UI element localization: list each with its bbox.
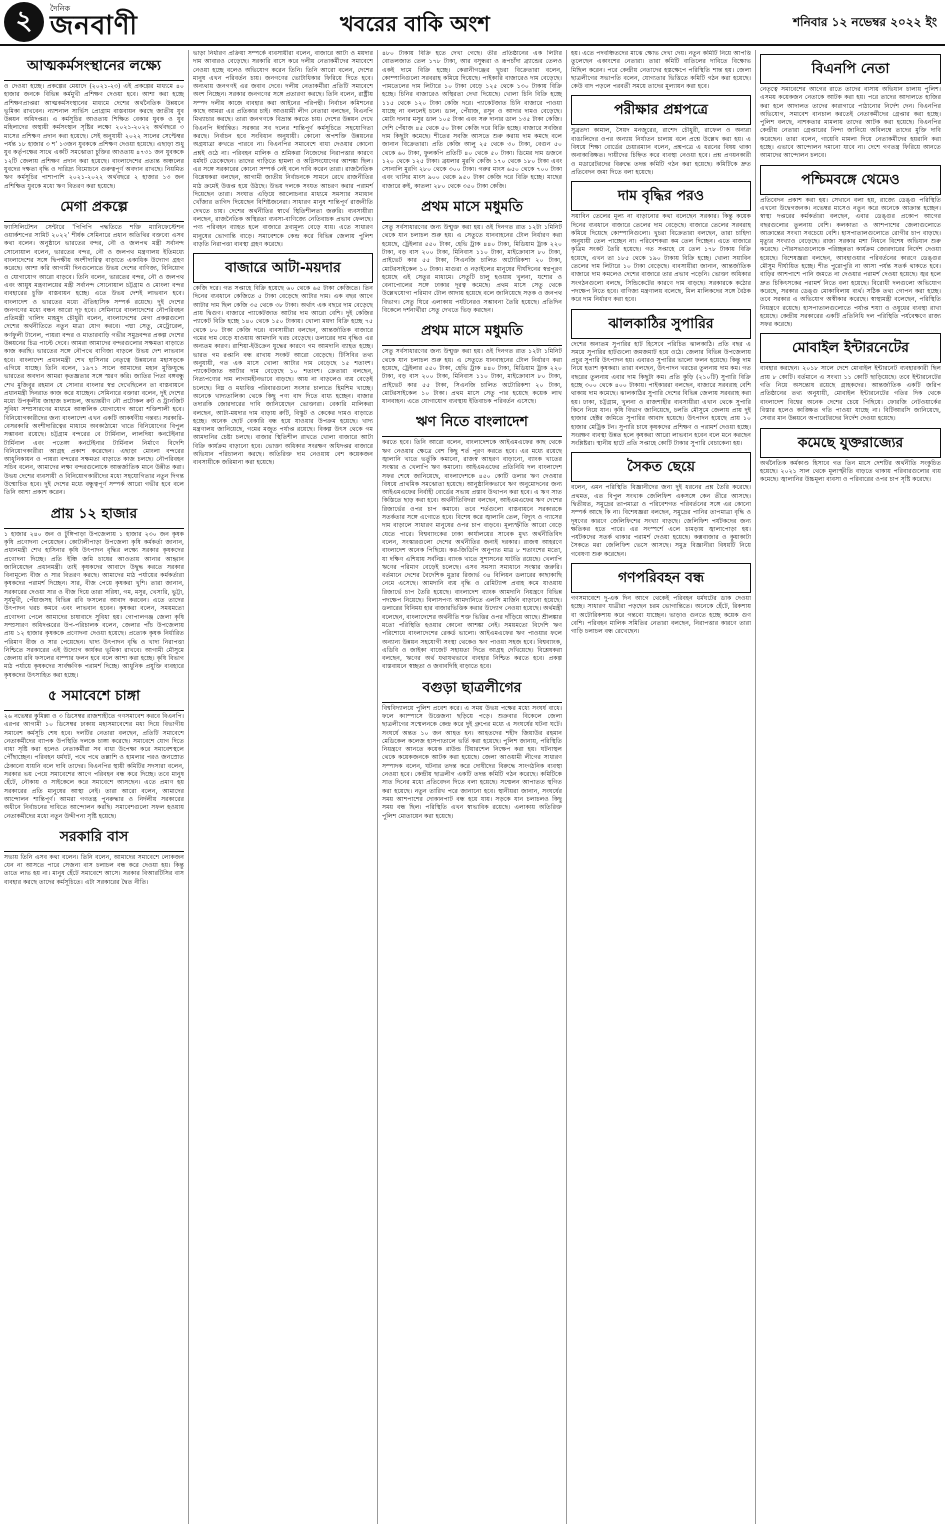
story-headline: বগুড়া ছাত্রলীগের bbox=[382, 676, 562, 703]
story-exam-question bbox=[571, 95, 751, 177]
story-jhalokathi-betel bbox=[571, 309, 751, 449]
story-flour-market bbox=[193, 253, 373, 468]
column-2 bbox=[189, 50, 378, 1524]
story-continued bbox=[193, 50, 373, 249]
story-headline: প্রায় ১২ হাজার bbox=[4, 502, 184, 529]
story-body: নেতৃত্বে সমাবেশের আগের রাতে তাদের বাসায় অভিযান চালায় পুলিশ। এসময় কয়েকজন নেতাকে আটক করা হয়। পরে তাদের আদালতে হাজির করা হলে আদালত তাদের কারাগারে পাঠানোর নির্দেশ দেন। বিএনপির অভিযোগ, সমাবেশ বানচাল করতেই নেতাকর্মীদের গ্রেপ্তার করা হচ্ছে। পুলিশ বলছে, নাশকতার মামলায় তাদের আটক করা হয়েছে। বিএনপির কেন্দ্রীয় নেতারা গ্রেপ্তারের নিন্দা জানিয়ে অবিলম্বে তাদের মুক্তি দাবি করেছেন। তারা বলেন, গায়েবি মামলা দিয়ে নেতাকর্মীদের হয়রানি করা হচ্ছে। এভাবে আন্দোলন দমানো যাবে না। দেশে গণতন্ত্র ফিরিয়ে আনতে আমাদের আন্দোলন চলবে। bbox=[760, 86, 941, 160]
story-headline: মেগা প্রকল্পে bbox=[4, 195, 184, 222]
story-body: হয়। এতে পদবঞ্চিতদের মাঝে ক্ষোভ দেখা দেয়। নতুন কমিটি নিয়ে আপত্তি তুলেছেন একাংশের নেতারা। তারা কমিটি বাতিলের দাবিতে বিক্ষোভ মিছিল করেন। পরে কেন্দ্রীয় নেতাদের হস্তক্ষেপে পরিস্থিতি শান্ত হয়। জেলা ছাত্রলীগের সভাপতি বলেন, যোগ্যতার ভিত্তিতে কমিটি গঠন করা হয়েছে। কেউ বাদ পড়লে পরবর্তী সময়ে তাদের মূল্যায়ন করা হবে। bbox=[571, 50, 751, 91]
story-body: ও দেওয়া হচ্ছে। প্রকল্পের মেয়াদে (২০২১-২৩) এই প্রকল্পের মাধ্যমে ৪০ হাজার জনকে বিভিন্ন কর্মমুখী প্রশিক্ষণ দেওয়া হবে। আশা করা হচ্ছে প্রশিক্ষণপ্রাপ্তরা আত্মকর্মসংস্থানের মাধ্যমে দেশের অর্থনৈতিক উন্নয়নে ভূমিকা রাখবেন। ন্যাশনাল সার্ভিস প্রোগ্রাম বাস্তবায়ন করছে জাতীয় যুব উন্নয়ন অধিদপ্তর। এ কর্মসূচির আওতায় শিক্ষিত বেকার যুবক ও যুব মহিলাদের অস্থায়ী কর্মসংস্থান সৃষ্টির লক্ষ্যে ২০২১-২০২২ অর্থবছরে ৩ মাসের প্রশিক্ষণ প্রদান করা হয়েছে। সেই অনুযায়ী ২০২২ সালের সেপ্টেম্বর পর্যন্ত ১৮ হাজার ৩ শ' ১৩জন যুবককে প্রশিক্ষণ দেওয়া হয়েছে। এছাড়া শুধু যুব কর্তৃপক্ষের সাথে একটি সমঝোতা চুক্তির আওতায় ৪৭৩১ জন যুবককে ১২টি জেলায় প্রশিক্ষণ প্রদান করা হয়েছে। বাংলাদেশের প্রত্যন্ত অঞ্চলের যুবদের দক্ষতা বৃদ্ধি ও দারিদ্র্য বিমোচনে গুরুত্বপূর্ণ অবদান রাখছে। নিয়মিত ঋণ কর্মসূচির পাশাপাশি ২০২১-২০২২ অর্থবছরে ২ হাজার ১৩ জন প্রশিক্ষিত যুবকে মধ্যে ঋণ বিতরণ করা হয়েছে। bbox=[4, 83, 184, 190]
story-headline: ঋণ নিতে বাংলাদেশ bbox=[382, 410, 562, 437]
story-bnp-leader bbox=[760, 54, 941, 161]
dateline: শনিবার ১২ নভেম্বর ২০২২ ইং bbox=[793, 15, 937, 29]
story-beach-jellyfish bbox=[571, 452, 751, 559]
story-headline: গণপরিবহন বন্ধ bbox=[571, 563, 751, 593]
story-headline: পরীক্ষার প্রশ্নপত্রে bbox=[571, 95, 751, 125]
story-5-rallies bbox=[4, 684, 184, 821]
story-body: ২৬ নভেম্বর কুমিল্লা ও ৩ ডিসেম্বর রাজশাহীতে গণসমাবেশ করবে বিএনপি। এরপর আগামী ১০ ডিসেম্বর ঢাকায় মহাসমাবেশের মধ্য দিয়ে বিভাগীয় সমাবেশ কর্মসূচি শেষ হবে। দলটির নেতারা বলছেন, প্রতিটি সমাবেশে নেতাকর্মীদের ব্যাপক উপস্থিতি দলকে চাঙ্গা করেছে। সমাবেশে যোগ দিতে বাধা সৃষ্টি করা হলেও নেতাকর্মীরা সব বাধা উপেক্ষা করে সমাবেশস্থলে পৌঁছাচ্ছেন। পরিবহন ধর্মঘট, পথে পথে তল্লাশি ও হামলার পরও জনস্রোত ঠেকানো যায়নি বলে দাবি তাদের। বিএনপির স্থায়ী কমিটির সদস্যরা বলেন, সরকার ভয় পেয়ে সমাবেশের আগে পরিবহন বন্ধ করে দিচ্ছে। তবে মানুষ হেঁটে, নৌকায় ও সাইকেলে করে সমাবেশে আসছেন। এতে প্রমাণ হয় সরকারের প্রতি মানুষের আস্থা নেই। তারা আরো বলেন, আমাদের আন্দোলন শান্তিপূর্ণ। আমরা গণতন্ত্র পুনরুদ্ধার ও নির্দলীয় সরকারের অধীনে নির্বাচনের দাবিতে আন্দোলন করছি। সমাবেশগুলো সফল হওয়ায় নেতাকর্মীদের মধ্যে নতুন উদ্দীপনা সৃষ্টি হয়েছে। bbox=[4, 713, 184, 820]
story-west-bengal bbox=[760, 165, 941, 330]
story-body: বিশ্ববিদ্যালয়ে পুলিশ প্রবেশ করে। এ সময় উভয় পক্ষের মধ্যে সংঘর্ষ বাধে। ফলে ক্যাম্পাসে উত্তেজনা ছড়িয়ে পড়ে। শুক্রবার বিকেলে জেলা ছাত্রলীগের সম্মেলনকে কেন্দ্র করে দুই গ্রুপের মধ্যে এ সংঘর্ষের ঘটনা ঘটে। সংঘর্ষে অন্তত ১০ জন আহত হন। আহতদের শহীদ জিয়াউর রহমান মেডিকেল কলেজ হাসপাতালে ভর্তি করা হয়েছে। পুলিশ জানায়, পরিস্থিতি নিয়ন্ত্রণে আনতে কয়েক রাউন্ড টিয়ারশেল নিক্ষেপ করা হয়। ঘটনাস্থল থেকে কয়েকজনকে আটক করা হয়েছে। জেলা আওয়ামী লীগের সাধারণ সম্পাদক বলেন, ঘটনার তদন্ত করে দোষীদের বিরুদ্ধে সাংগঠনিক ব্যবস্থা নেওয়া হবে। কেন্দ্রীয় ছাত্রলীগ একটি তদন্ত কমিটি গঠন করেছে। কমিটিকে সাত দিনের মধ্যে প্রতিবেদন দিতে বলা হয়েছে। সম্মেলন আপাতত স্থগিত করা হয়েছে। নতুন তারিখ পরে জানানো হবে। স্থানীয়রা জানান, সংঘর্ষের সময় আশপাশের দোকানপাট বন্ধ হয়ে যায়। সড়কে যান চলাচলও কিছু সময় বন্ধ ছিল। পরিস্থিতি এখন স্বাভাবিক রয়েছে। এলাকায় অতিরিক্ত পুলিশ মোতায়েন করা হয়েছে। bbox=[382, 704, 562, 820]
story-body: সভায় তিনি এসব কথা বলেন। তিনি বলেন, আমাদের সমাবেশে লোকজন যেন না আসতে পারে সেজন্য বাস চলাচল বন্ধ করে দেওয়া হয়। কিন্তু তাতে লাভ হয় না। মানুষ হেঁটে সমাবেশে আসে। সরকার বিআরটিসির বাস ব্যবহার করছে তাদের কর্মসূচিতে। এটা সরকারের দ্বৈত নীতি। bbox=[4, 853, 184, 886]
story-headline: সৈকত ছেয়ে bbox=[571, 452, 751, 482]
story-mega-project bbox=[4, 195, 184, 498]
column-5 bbox=[756, 50, 945, 1524]
story-body: বলেন, এমন পরিস্থিতি বিজ্ঞানীদের জন্য দুই ধরনের প্রশ্ন তৈরি করেছে। প্রথমত, এত বিপুল সংখ্যক জেলিফিশ একসঙ্গে কেন তীরে আসছে। দ্বিতীয়ত, সমুদ্রের তাপমাত্রা ও পরিবেশগত পরিবর্তনের সঙ্গে এর কোনো সম্পর্ক আছে কি না। বিশেষজ্ঞরা বলছেন, সমুদ্রের পানির তাপমাত্রা বৃদ্ধি ও দূষণের কারণে জেলিফিশের সংখ্যা বাড়ছে। জেলিফিশ পর্যটকদের জন্য ক্ষতিকর হতে পারে। এর সংস্পর্শে এলে চামড়ায় জ্বালাপোড়া হয়। পর্যটকদের সতর্ক থাকার পরামর্শ দেওয়া হয়েছে। কক্সবাজার ও কুয়াকাটা সৈকতে মরা জেলিফিশ ভেসে আসছে। সমুদ্র বিজ্ঞানীরা বিষয়টি নিয়ে গবেষণা শুরু করেছেন। bbox=[571, 484, 751, 558]
story-body: ৪৮০ টাকায় বিক্রি হতে দেখা গেছে। তীর প্রতিষ্ঠানের এক লিটার বোতলজাত তেল ১৭৮ টাকা, আর বসুন্ধরা ও রূপচাঁদা ব্র্যান্ডের তেলও একই দামে বিক্রি হচ্ছে। কেরানীগঞ্জের খুচরা বিক্রেতারা বলেন, কোম্পানিগুলো সরবরাহ কমিয়ে দিয়েছে। পাইকারি বাজারেও দাম বেড়েছে। পামতেলের দাম লিটারে ১০ টাকা বেড়ে ১২৫ থেকে ১৩০ টাকায় বিক্রি হচ্ছে। চিনির বাজারেও অস্থিরতা দেখা দিয়েছে। খোলা চিনি বিক্রি হচ্ছে ১১৫ থেকে ১২০ টাকা কেজি দরে। প্যাকেটজাত চিনি বাজারে পাওয়া যাচ্ছে না বললেই চলে। ডাল, পেঁয়াজ, রসুন ও আদার দামও বেড়েছে। মোটা দানার মসুর ডাল ১০৫ টাকা এবং সরু দানার ডাল ১৩৫ টাকা কেজি। দেশি পেঁয়াজ ৪৫ থেকে ৫০ টাকা কেজি দরে বিক্রি হচ্ছে। বাজারে সবজির দাম কিছুটা কমেছে। শীতের সবজি আসতে শুরু করায় দাম কমছে বলে জানান বিক্রেতারা। প্রতি কেজি আলু ২৫ থেকে ৩০ টাকা, বেগুন ৫০ থেকে ৬০ টাকা, ফুলকপি প্রতিটি ৪০ থেকে ৫০ টাকা। ডিমের দাম ডজনে ১২০ থেকে ১২৫ টাকা। ব্রয়লার মুরগি কেজি ১৭০ থেকে ১৮০ টাকা এবং সোনালি মুরগি ২৮০ থেকে ৩০০ টাকা। গরুর মাংস ৬৫০ থেকে ৭০০ টাকা এবং খাসির মাংস ৯০০ থেকে ৯৫০ টাকা কেজি দরে বিক্রি হচ্ছে। মাছের বাজারে রুই, কাতলা ২৮০ থেকে ৩৫০ টাকা কেজি। bbox=[382, 50, 562, 190]
page-number: ২ bbox=[4, 2, 44, 42]
story-govt-bus bbox=[4, 825, 184, 887]
story-headline: ৫ সমাবেশে চাঙ্গা bbox=[4, 684, 184, 711]
story-body: দেশের অন্যতম সুপারির হাট হিসেবে পরিচিত ঝালকাঠি। প্রতি বছর এ সময়ে সুপারির হাটগুলো জমজমাট হয়ে ওঠে। জেলার বিভিন্ন উপজেলায় প্রচুর সুপারি উৎপাদন হয়। এবারও সুপারির ভালো ফলন হয়েছে। কিন্তু দাম নিয়ে হতাশ কৃষকরা। তারা বলছেন, উৎপাদন খরচের তুলনায় দাম কম। গত বছরের তুলনায় এবার দাম কিছুটা কম। প্রতি কুড়ি (২১০টি) সুপারি বিক্রি হচ্ছে ৩০০ থেকে ৪০০ টাকায়। পাইকাররা বলছেন, বাজারে সরবরাহ বেশি থাকায় দাম কমেছে। ঝালকাঠির সুপারি দেশের বিভিন্ন জেলায় সরবরাহ করা হয়। ঢাকা, চট্টগ্রাম, খুলনা ও রাজশাহীর ব্যবসায়ীরা এখান থেকে সুপারি কিনে নিয়ে যান। কৃষি বিভাগ জানিয়েছে, চলতি মৌসুমে জেলায় প্রায় দুই হাজার হেক্টর জমিতে সুপারির আবাদ হয়েছে। উৎপাদন হয়েছে প্রায় ১০ হাজার মেট্রিক টন। সুপারি চাষে কৃষকদের প্রশিক্ষণ ও পরামর্শ দেওয়া হচ্ছে। সংরক্ষণ ব্যবস্থা উন্নত হলে কৃষকরা আরো লাভবান হবেন বলে মনে করছেন সংশ্লিষ্টরা। স্থানীয় হাটে প্রতি সপ্তাহে কোটি টাকার সুপারি বেচাকেনা হয়। bbox=[571, 340, 751, 448]
story-continued-2 bbox=[571, 50, 751, 91]
story-body: ব্যবহার করছেন। ২০১৮ সালে দেশে মোবাইল ইন্টারনেট ব্যবহারকারী ছিল প্রায় ৮ কোটি। বর্তমানে এ সংখ্যা ১১ কোটি ছাড়িয়েছে। তবে ইন্টারনেটের গতি নিয়ে অসন্তোষ রয়েছে গ্রাহকদের। আন্তর্জাতিক একটি জরিপ প্রতিষ্ঠানের তথ্য অনুযায়ী, মোবাইল ইন্টারনেটের গতির দিক থেকে বাংলাদেশ বিশ্বের অনেক দেশের চেয়ে পিছিয়ে। ফোরজি নেটওয়ার্কের বিস্তার হলেও কাঙ্ক্ষিত গতি পাওয়া যাচ্ছে না। বিটিআরসি জানিয়েছে, সেবার মান উন্নয়নে অপারেটরদের নির্দেশ দেওয়া হয়েছে। bbox=[760, 365, 941, 423]
story-body: কেজি দরে। গত সপ্তাহে বিক্রি হয়েছে ৬০ থেকে ৬৫ টাকা কেজিতে। তিন দিনের ব্যবধানে কেজিতে ৫ টাকা বেড়েছে আটার দাম। এক বছর আগে আটার দাম ছিল কেজি ৩৫ থেকে ৩৮ টাকা। অর্থাৎ এক বছরে দাম বেড়েছে প্রায় দ্বিগুণ। বাজারে প্যাকেটজাত আটার দাম আরো বেশি। দুই কেজির প্যাকেট বিক্রি হচ্ছে ১৪০ থেকে ১৫০ টাকায়। খোলা ময়দা বিক্রি হচ্ছে ৭৫ থেকে ৮০ টাকা কেজি দরে। ব্যবসায়ীরা বলছেন, আন্তর্জাতিক বাজারে গমের দাম বেড়ে যাওয়ায় আমদানি খরচ বেড়েছে। ডলারের দাম বৃদ্ধিও এর অন্যতম কারণ। রাশিয়া-ইউক্রেন যুদ্ধের কারণে গম আমদানি ব্যাহত হচ্ছে। ভারত গম রপ্তানি বন্ধ রাখায় সংকট আরো বেড়েছে। টিসিবির তথ্য অনুযায়ী, গত এক মাসে খোলা আটার দাম বেড়েছে ১৫ শতাংশ। প্যাকেটজাত আটার দাম বেড়েছে ১০ শতাংশ। ক্রেতারা বলছেন, নিত্যপণ্যের দাম লাগামহীনভাবে বাড়ছে। আয় না বাড়লেও ব্যয় বেড়েই চলেছে। নিম্ন ও মধ্যবিত্ত পরিবারগুলো সংসার চালাতে হিমশিম খাচ্ছে। অনেকে খাদ্যতালিকা থেকে কিছু পণ্য বাদ দিতে বাধ্য হচ্ছেন। বাজার তদারকি জোরদারের দাবি জানিয়েছেন ভোক্তারা। বেকারি মালিকরা বলছেন, আটা-ময়দার দাম বাড়ায় রুটি, বিস্কুট ও কেকের দামও বাড়াতে হচ্ছে। অনেক ছোট বেকারি বন্ধ হয়ে যাওয়ার উপক্রম হয়েছে। খাদ্য মন্ত্রণালয় জানিয়েছে, গমের মজুত পর্যাপ্ত রয়েছে। বিকল্প উৎস থেকে গম আমদানির চেষ্টা চলছে। বাজার স্থিতিশীল রাখতে খোলা বাজারে আটা বিক্রি কার্যক্রম বাড়ানো হবে। ভোক্তা অধিকার সংরক্ষণ অধিদপ্তর বাজারে অভিযান পরিচালনা করছে। অতিরিক্ত দাম নেওয়ায় বেশ কয়েকজন ব্যবসায়ীকে জরিমানা করা হয়েছে। bbox=[193, 285, 373, 467]
column-3 bbox=[378, 50, 567, 1524]
story-body: সুব্রতদা কামাল, সৈয়দ মনজুরের, রাশেদ চৌধুরী, রাফেল ও অন্যরা বাঙালিদের ওপর অন্যায় নির্যাতন চালায় বলে প্রশ্নে উল্লেখ করা হয়। এ বিষয়ে শিক্ষা বোর্ডের চেয়ারম্যান বলেন, প্রশ্নপত্রে এ ধরনের বিষয় থাকা অনাকাঙ্ক্ষিত। দায়ীদের চিহ্নিত করে ব্যবস্থা নেওয়া হবে। প্রশ্ন প্রণয়নকারী ও মডারেটরদের বিরুদ্ধে তদন্ত কমিটি গঠন করা হয়েছে। কমিটিকে দ্রুত প্রতিবেদন জমা দিতে বলা হয়েছে। bbox=[571, 127, 751, 176]
story-uk-economy bbox=[760, 428, 941, 485]
story-mobile-internet bbox=[760, 333, 941, 423]
story-bogura-chhatraleague bbox=[382, 676, 562, 821]
newspaper-logo bbox=[50, 5, 138, 39]
story-transport-strike bbox=[571, 563, 751, 636]
story-market-prices bbox=[382, 50, 562, 191]
masthead bbox=[0, 0, 945, 46]
story-imf-loan bbox=[382, 410, 562, 671]
story-headline: প্রথম মাসে মধুমতি bbox=[382, 195, 562, 222]
story-body: গণসমাবেশে দু-এক দিন আগে থেকেই পরিবহন ধর্মঘটের ডাক দেওয়া হচ্ছে। সাধারণ যাত্রীরা পড়ছেন চরম ভোগান্তিতে। অনেকে হেঁটে, রিকশায় বা অটোরিকশায় করে গন্তব্যে যাচ্ছেন। ভাড়াও গুনতে হচ্ছে কয়েক গুণ বেশি। পরিবহন মালিক সমিতির নেতারা বলছেন, নিরাপত্তার কারণে তারা গাড়ি চলাচল বন্ধ রেখেছেন। bbox=[571, 595, 751, 636]
story-body: ১ হাজার ২৪০ জন ও টুঙ্গিপাড়া উপজেলায় ১ হাজার ২৩০ জন কৃষক কৃষি প্রণোদনা পেয়েছেন। কোটালীপাড়া উপজেলা কৃষি কর্মকর্তা জানান, প্রধানমন্ত্রী শেখ হাসিনার কৃষি উৎপাদন বৃদ্ধির লক্ষ্যে সরকার কৃষকদের প্রণোদনা দিচ্ছে। প্রতি ইঞ্চি জমি চাষের আওতায় আনার আহ্বান জানিয়েছেন প্রধানমন্ত্রী। তাই কৃষকদের আবাদে উদ্বুদ্ধ করতে সরকার বিনামূল্যে বীজ ও সার বিতরণ করছে। আমাদের মাঠ পর্যায়ের কর্মকর্তারা কৃষকদের পরামর্শ দিচ্ছেন। সার, বীজ পেয়ে কৃষকরা খুশি। তারা জানান, সরকারের দেওয়া সার ও বীজ দিয়ে তারা সরিষা, গম, মসুর, খেসারি, ভুট্টা, সূর্যমুখী, পেঁয়াজসহ বিভিন্ন রবি ফসলের আবাদ করবেন। এতে তাদের উৎপাদন খরচ কমবে এবং লাভবান হবেন। কৃষকরা বলেন, সময়মতো প্রণোদনা পেলে আমাদের চাষাবাদে সুবিধা হয়। গোপালগঞ্জ জেলা কৃষি সম্প্রসারণ অধিদপ্তরের উপ-পরিচালক বলেন, জেলার পাঁচ উপজেলায় প্রায় ১২ হাজার কৃষককে প্রণোদনা দেওয়া হয়েছে। প্রত্যেক কৃষক নির্ধারিত পরিমাণ বীজ ও সার পেয়েছেন। খাদ্য উৎপাদন বৃদ্ধি ও খাদ্য নিরাপত্তা নিশ্চিতে সরকারের এই উদ্যোগ কার্যকর ভূমিকা রাখবে। আগামী মৌসুমে জেলায় রবি ফসলের বাম্পার ফলন হবে বলে আশা করা হচ্ছে। কৃষি বিভাগ মাঠ পর্যায়ে কৃষকদের সার্বক্ষণিক পরামর্শ দিচ্ছে। আধুনিক প্রযুক্তি ব্যবহারে কৃষকদের উৎসাহিত করা হচ্ছে। bbox=[4, 530, 184, 679]
story-headline: সরকারি বাস bbox=[4, 825, 184, 852]
column-4 bbox=[567, 50, 756, 1524]
column-1 bbox=[0, 50, 189, 1524]
story-body: অর্থনৈতিক কর্মকাণ্ড হিসাবে গত তিন মাসে দেশটির অর্থনীতি সংকুচিত হয়েছে। ২০২১ সাল থেকে মূল্যস্ফীতি বাড়তে থাকায় পরিবারগুলোর ব্যয় কমেছে। জ্বালানির উচ্চমূল্য ব্যবসা ও পরিবারের ওপর চাপ সৃষ্টি করেছে। bbox=[760, 459, 941, 484]
columns bbox=[0, 50, 945, 1524]
story-headline: মোবাইল ইন্টারনেটের bbox=[760, 333, 941, 363]
story-body: সেতু সর্বসাধারণের জন্য উন্মুক্ত করা হয়। ওই দিনগত রাত ১২টা ১মিনিট থেকে যান চলাচল শুরু হয়। এ সেতুতে যানবাহনের টোল নির্ধারণ করা হয়েছে, ট্রেইলার ৫৫০ টাকা, হেভি ট্রাক ৪৪০ টাকা, মিডিয়াম ট্রাক ২২০ টাকা, বড় বাস ২০০ টাকা, মিনিবাস ১১০ টাকা, মাইক্রোবাস ৮০ টাকা, প্রাইভেট কার ৫৫ টাকা, সিএনজি চালিত অটোরিকশা ২০ টাকা, মোটরসাইকেল ১০ টাকা। মাগুরা ও নড়াইলের মানুষের দীর্ঘদিনের স্বপ্নপূরণ হয়েছে এই সেতুর মাধ্যমে। সেতুটি চালু হওয়ায় খুলনা, যশোর ও বেনাপোলের সঙ্গে ঢাকার দূরত্ব কমেছে। প্রথম মাসে সেতু থেকে উল্লেখযোগ্য পরিমাণ টোল আদায় হয়েছে বলে জানিয়েছে সড়ক ও জনপথ বিভাগ। সেতু ঘিরে এলাকায় পর্যটনেরও সম্ভাবনা তৈরি হয়েছে। প্রতিদিন বিকেলে দর্শনার্থীরা সেতু দেখতে ভিড় করছেন। bbox=[382, 224, 562, 315]
story-self-employment bbox=[4, 54, 184, 191]
story-body: ভাড়া নির্ধারণ প্রক্রিয়া সম্পর্কে ব্যবসায়ীরা বলেন, বাজারে আটা ও ময়দার দাম আবারও বেড়েছে। সরকারি বাসে করে দলীয় নেতাকর্মীদের সমাবেশে নেওয়া হচ্ছে বলেও অভিযোগ করেন তিনি। তিনি আরো বলেন, দেশের মানুষ এখন পরিবর্তন চায়। জনগণের ভোটাধিকার ফিরিয়ে দিতে হবে। অন্যথায় জনগণই এর জবাব দেবে। দলীয় নেতাকর্মীরা প্রতিটি সমাবেশে অংশ নিচ্ছেন। সরকার জনগণের সঙ্গে প্রতারণা করছে। তিনি বলেন, রাষ্ট্রীয় সম্পদ দলীয় কাজে ব্যবহার করা আইনের পরিপন্থী। নির্বাচন কমিশনের কাছে আমরা এর প্রতিকার চাই। আওয়ামী লীগ নেতারা বলছেন, বিএনপি মিথ্যাচার করছে। তারা জনগণকে বিভ্রান্ত করতে চায়। দেশের উন্নয়ন দেখে বিএনপি ঈর্ষান্বিত। সরকার সব দলের শান্তিপূর্ণ কর্মসূচিতে সহযোগিতা করছে। নির্বাচন হবে সংবিধান অনুযায়ী। কোনো অপশক্তি উন্নয়নের অগ্রযাত্রা রুখতে পারবে না। বিএনপির সমাবেশে বাধা দেওয়ার কোনো প্রশ্নই ওঠে না। পরিবহন মালিক ও শ্রমিকরা নিজেদের নিরাপত্তার কারণে ধর্মঘট ডেকেছেন। তাদের গাড়িতে হামলা ও অগ্নিসংযোগের আশঙ্কা ছিল। এর সঙ্গে সরকারের কোনো সম্পর্ক নেই বলে দাবি করেন তারা। রাজনৈতিক বিশ্লেষকরা বলছেন, আগামী জাতীয় নির্বাচনকে সামনে রেখে রাজনীতির মাঠ ক্রমেই উত্তপ্ত হয়ে উঠছে। উভয় দলকে সংযত আচরণ করার পরামর্শ দিয়েছেন তারা। সংঘাত এড়িয়ে আলোচনার মাধ্যমে সমস্যার সমাধান খোঁজার তাগিদ দিয়েছেন বিশিষ্টজনেরা। সাধারণ মানুষ শান্তিপূর্ণ রাজনীতি দেখতে চায়। দেশের অর্থনীতির স্বার্থে স্থিতিশীলতা জরুরি। ব্যবসায়ীরা বলছেন, রাজনৈতিক অস্থিরতা ব্যবসা-বাণিজ্যে নেতিবাচক প্রভাব ফেলছে। পণ্য পরিবহন ব্যাহত হলে বাজারে দ্রব্যমূল্য বেড়ে যায়। এতে সাধারণ মানুষের ভোগান্তি বাড়ে। সমাবেশকে কেন্দ্র করে বিভিন্ন জেলায় পুলিশ বাড়তি নিরাপত্তা ব্যবস্থা গ্রহণ করেছে। bbox=[193, 50, 373, 248]
story-body: ফ্যাসিলিটেশন সেন্টারে 'পিপিপি পদ্ধতিতে শক্তি ম্যানিফেস্টেশন ওয়ার্কশপের সামিট ২০২২' শীর্ষক সেমিনারে প্রধান অতিথির বক্তব্যে এসব কথা বলেন। অনুষ্ঠানে ভারতের বন্দর, নৌ ও জলপথ মন্ত্রী সর্বানন্দ সোনোয়াল বলেন, ভারতের বন্দর, নৌ ও জলপথ মন্ত্রণালয় ইতিমধ্যে বাংলাদেশের সঙ্গে দ্বিপক্ষীয় অংশীদারিত্ব বাড়াতে একাধিক উদ্যোগ গ্রহণ করেছে। আশা করি আগামী দিনগুলোতে উভয় দেশের বাণিজ্য, বিনিয়োগ ও যোগাযোগ আরো বাড়বে। তিনি বলেন, ভারতের বন্দর, নৌ ও জলপথ এবং আয়ুষ মন্ত্রণালয়ের মন্ত্রী সর্বানন্দ সোনোয়াল চট্টগ্রাম ও মোংলা বন্দর ব্যবহারের চুক্তি বাস্তবায়ন হচ্ছে। এতে উভয় দেশই লাভবান হবে। বাংলাদেশ ও ভারতের মধ্যে ঐতিহাসিক সম্পর্ক রয়েছে। দুই দেশের জনগণের মধ্যে বন্ধন আরো দৃঢ় হবে। সেমিনারে বাংলাদেশের নৌপরিবহন প্রতিমন্ত্রী খালিদ মাহমুদ চৌধুরী বলেন, বাংলাদেশের মেগা প্রকল্পগুলো দেশের অর্থনীতিতে নতুন মাত্রা যোগ করবে। পদ্মা সেতু, মেট্রোরেল, কর্ণফুলী টানেল, পায়রা বন্দর ও মাতারবাড়ি গভীর সমুদ্রবন্দর প্রকল্প দেশের উন্নয়নের চিত্র পাল্টে দেবে। আমরা আমাদের বন্দরগুলোর সক্ষমতা বাড়াতে কাজ করছি। ভারতের সঙ্গে নৌপথে বাণিজ্য বাড়লে উভয় দেশ লাভবান হবে। বাংলাদেশ প্রধানমন্ত্রী শেখ হাসিনার নেতৃত্বে উন্নয়নের মহাসড়কে এগিয়ে যাচ্ছে। তিনি বলেন, ১৯৭১ সালে আমাদের মহান মুক্তিযুদ্ধে ভারতের অবদান আমরা কৃতজ্ঞতার সঙ্গে স্মরণ করি। জাতির পিতা বঙ্গবন্ধু শেখ মুজিবুর রহমান যে সোনার বাংলার স্বপ্ন দেখেছিলেন তা বাস্তবায়নে প্রধানমন্ত্রী দিনরাত কাজ করে যাচ্ছেন। সেমিনারে বক্তারা বলেন, দুই দেশের মধ্যে উপকূলীয় জাহাজ চলাচল, অভ্যন্তরীণ নৌ প্রটোকল রুট ও ট্রানজিট সুবিধা সম্প্রসারণের মাধ্যমে আঞ্চলিক যোগাযোগ আরো শক্তিশালী হবে। বিনিয়োগকারীদের জন্য বাংলাদেশ এখন একটি আকর্ষণীয় গন্তব্য। সরকারি-বেসরকারি অংশীদারিত্বের মাধ্যমে অবকাঠামো খাতে বিনিয়োগের বিপুল সম্ভাবনা রয়েছে। চট্টগ্রাম বন্দরের বে টার্মিনাল, লালদিয়া কনটেইনার টার্মিনাল এবং পতেঙ্গা কনটেইনার টার্মিনাল নির্মাণে বিদেশি বিনিয়োগকারীরা আগ্রহ প্রকাশ করেছেন। এছাড়া মোংলা বন্দরের আধুনিকায়ন ও পায়রা বন্দরের সক্ষমতা বাড়াতে কাজ চলছে। নৌপরিবহন সচিব বলেন, আমাদের লক্ষ্য বন্দরগুলোকে আন্তর্জাতিক মানে উন্নীত করা। উভয় দেশের ব্যবসায়ী ও বিনিয়োগকারীদের মধ্যে সহযোগিতার নতুন দিগন্ত উন্মোচিত হবে। দুই দেশের মধ্যে বন্ধুত্বপূর্ণ সম্পর্ক আরো গভীর হবে বলে তিনি আশা প্রকাশ করেন। bbox=[4, 223, 184, 497]
logo-small-text: দৈনিক bbox=[50, 4, 71, 13]
section-title: খবরের বাকি অংশ bbox=[340, 12, 490, 36]
story-headline: দাম বৃদ্ধির পরও bbox=[571, 181, 751, 211]
story-headline: আত্মকর্মসংস্থানের লক্ষ্যে bbox=[4, 54, 184, 81]
story-price-hike bbox=[571, 181, 751, 304]
story-headline: বিএনপি নেতা bbox=[760, 54, 941, 84]
story-headline: বাজারে আটা-ময়দার bbox=[193, 253, 373, 283]
story-12-thousand bbox=[4, 502, 184, 680]
story-headline: ঝালকাঠির সুপারির bbox=[571, 309, 751, 339]
story-madhumati-bridge-2 bbox=[382, 319, 562, 406]
story-headline: কমেছে যুক্তরাজ্যের bbox=[760, 428, 941, 458]
story-madhumati-bridge-1 bbox=[382, 195, 562, 315]
story-body: সেতু সর্বসাধারণের জন্য উন্মুক্ত করা হয়। ওই দিনগত রাত ১২টা ১মিনিট থেকে যান চলাচল শুরু হয়। এ সেতুতে যানবাহনের টোল নির্ধারণ করা হয়েছে, ট্রেইলার ৫৫০ টাকা, হেভি ট্রাক ৪৪০ টাকা, মিডিয়াম ট্রাক ২২০ টাকা, বড় বাস ২০০ টাকা, মিনিবাস ১১০ টাকা, মাইক্রোবাস ৮০ টাকা, প্রাইভেট কার ৫৫ টাকা, সিএনজি চালিত অটোরিকশা ২০ টাকা, মোটরসাইকেল ১০ টাকা। প্রথম মাসে সেতু পার হয়েছে কয়েক লাখ যানবাহন। এতে যোগাযোগ ব্যবস্থায় ইতিবাচক পরিবর্তন এসেছে। bbox=[382, 348, 562, 406]
story-headline: প্রথম মাসে মধুমতি bbox=[382, 319, 562, 346]
story-body: প্রতিবেদন প্রকাশ করা হয়। সেখানে বলা হয়, রাজ্যে ডেঙ্গু পরিস্থিতি এখনো উদ্বেগজনক। নভেম্বর মাসেও নতুন করে অনেকে আক্রান্ত হচ্ছেন। স্বাস্থ্য দপ্তরের কর্মকর্তারা বলছেন, এবার ডেঙ্গুর প্রকোপ আগের বছরগুলোর তুলনায় বেশি। কলকাতা ও আশপাশের জেলাগুলোতে আক্রান্তের সংখ্যা সবচেয়ে বেশি। হাসপাতালগুলোতে রোগীর চাপ বাড়ছে। মৃত্যুর সংখ্যাও বেড়েছে। রাজ্য সরকার মশা নিধনে বিশেষ অভিযান শুরু করেছে। পৌরসভাগুলোকে পরিচ্ছন্নতা কার্যক্রম জোরদারের নির্দেশ দেওয়া হয়েছে। বিশেষজ্ঞরা বলছেন, আবহাওয়ার পরিবর্তনের কারণে ডেঙ্গুর মৌসুম দীর্ঘায়িত হচ্ছে। শীত পুরোপুরি না আসা পর্যন্ত সতর্ক থাকতে হবে। বাড়ির আশপাশে পানি জমতে না দেওয়ার পরামর্শ দেওয়া হয়েছে। জ্বর হলে দ্রুত চিকিৎসকের পরামর্শ নিতে বলা হয়েছে। বিরোধী দলগুলো অভিযোগ করেছে, সরকার ডেঙ্গু মোকাবিলায় ব্যর্থ। সঠিক তথ্য গোপন করা হচ্ছে। তবে সরকার এ অভিযোগ অস্বীকার করেছে। স্বাস্থ্যমন্ত্রী বলেছেন, পরিস্থিতি নিয়ন্ত্রণে রয়েছে। হাসপাতালগুলোতে পর্যাপ্ত শয্যা ও ওষুধের ব্যবস্থা রাখা হয়েছে। কেন্দ্রীয় সরকারের একটি প্রতিনিধি দল পরিস্থিতি পর্যবেক্ষণে রাজ্য সফর করেছে। bbox=[760, 196, 941, 329]
story-headline: পশ্চিমবঙ্গে থেমেও bbox=[760, 165, 941, 195]
story-body: সয়াবিন তেলের মূল্য না বাড়ানোর কথা বলেছেন সরকার। কিন্তু কয়েক দিনের ব্যবধানে বাজারে তেলের দাম বেড়েছে। বাজারে তেলের সরবরাহ কমিয়ে দিয়েছে কোম্পানিগুলো। খুচরা বিক্রেতারা বলছেন, তারা চাহিদা অনুযায়ী তেল পাচ্ছেন না। পরিবেশকরা কম তেল দিচ্ছেন। এতে বাজারে কৃত্রিম সংকট তৈরি হয়েছে। গত সপ্তাহে যে তেল ১৭৮ টাকায় বিক্রি হয়েছে, এখন তা ১৮৫ থেকে ১৯০ টাকায় বিক্রি হচ্ছে। খোলা সয়াবিন তেলের দাম লিটারে ১০ টাকা বেড়েছে। ব্যবসায়ীরা জানান, আন্তর্জাতিক বাজারে দাম কমলেও দেশের বাজারে তার প্রভাব পড়েনি। ভোক্তা অধিকার সংগঠনগুলো বলছে, সিন্ডিকেটের কারণে দাম বাড়ছে। সরকারকে কঠোর পদক্ষেপ নিতে হবে। বাণিজ্য মন্ত্রণালয় বলেছে, মিল মালিকদের সঙ্গে বৈঠক করে দাম নির্ধারণ করা হবে। bbox=[571, 213, 751, 304]
story-body: করতে হবে। তিনি আরো বলেন, বাংলাদেশকে আইএমএফের কাছ থেকে ঋণ নেওয়ার ক্ষেত্রে বেশ কিছু শর্ত পূরণ করতে হবে। এর মধ্যে রয়েছে জ্বালানি খাতে ভর্তুকি কমানো, রাজস্ব আহরণ বাড়ানো, ব্যাংক খাতের সংস্কার ও খেলাপি ঋণ কমানো। আইএমএফের প্রতিনিধি দল বাংলাদেশ সফর শেষে জানিয়েছে, বাংলাদেশকে ৪৫০ কোটি ডলার ঋণ দেওয়ার বিষয়ে প্রাথমিক সমঝোতা হয়েছে। আনুষ্ঠানিকভাবে ঋণ অনুমোদনের জন্য আইএমএফের নির্বাহী বোর্ডের সভায় প্রস্তাব উত্থাপন করা হবে। এ ঋণ সাত কিস্তিতে ছাড় করা হবে। অর্থনীতিবিদরা বলছেন, আইএমএফের ঋণ দেশের রিজার্ভের ওপর চাপ কমাবে। তবে শর্তগুলো বাস্তবায়নে সরকারকে সতর্কতার সঙ্গে এগোতে হবে। বিশেষ করে জ্বালানি তেল, বিদ্যুৎ ও গ্যাসের দাম বাড়ালে সাধারণ মানুষের ওপর চাপ বাড়বে। মূল্যস্ফীতি আরো বেড়ে যেতে পারে। বিশ্বব্যাংকের ঢাকা কার্যালয়ের সাবেক মুখ্য অর্থনীতিবিদ বলেন, সংস্কারগুলো দেশের অর্থনীতির জন্যই দরকার। রাজস্ব আহরণে বাংলাদেশ অনেক পিছিয়ে। কর-জিডিপি অনুপাত মাত্র ৮ শতাংশের মতো, যা দক্ষিণ এশিয়ায় সর্বনিম্ন। ব্যাংক খাতে সুশাসনের ঘাটতি রয়েছে। খেলাপি ঋণের পরিমাণ বেড়েই চলেছে। এসব সমস্যা সমাধানে সংস্কার জরুরি। বর্তমানে দেশের বৈদেশিক মুদ্রার রিজার্ভ ৩৪ বিলিয়ন ডলারের কাছাকাছি নেমে এসেছে। আমদানি ব্যয় বৃদ্ধি ও রেমিট্যান্স প্রবাহ কমে যাওয়ায় রিজার্ভে চাপ তৈরি হয়েছে। বাংলাদেশ ব্যাংক আমদানি নিয়ন্ত্রণে বিভিন্ন পদক্ষেপ নিয়েছে। বিলাসপণ্য আমদানিতে এলসি মার্জিন বাড়ানো হয়েছে। ডলারের বিনিময় হার বাজারভিত্তিক করার উদ্যোগ নেওয়া হয়েছে। অর্থমন্ত্রী বলেছেন, বাংলাদেশের অর্থনীতি শক্ত ভিত্তির ওপর দাঁড়িয়ে আছে। শ্রীলঙ্কার মতো পরিস্থিতি হওয়ার কোনো আশঙ্কা নেই। সময়মতো বিদেশি ঋণ পরিশোধে বাংলাদেশের রেকর্ড ভালো। আইএমএফের ঋণ পাওয়ার ফলে অন্যান্য উন্নয়ন সহযোগী সংস্থা থেকেও ঋণ পাওয়া সহজ হবে। বিশ্বব্যাংক, এডিবি ও জাইকা বাজেট সহায়তা দিতে আগ্রহ দেখিয়েছে। বিশ্লেষকরা বলছেন, ঋণের অর্থ যথাযথভাবে ব্যবহার নিশ্চিত করতে হবে। প্রকল্প বাস্তবায়নে স্বচ্ছতা ও জবাবদিহি বাড়াতে হবে। bbox=[382, 439, 562, 671]
logo-text: জনবাণী bbox=[50, 11, 138, 41]
